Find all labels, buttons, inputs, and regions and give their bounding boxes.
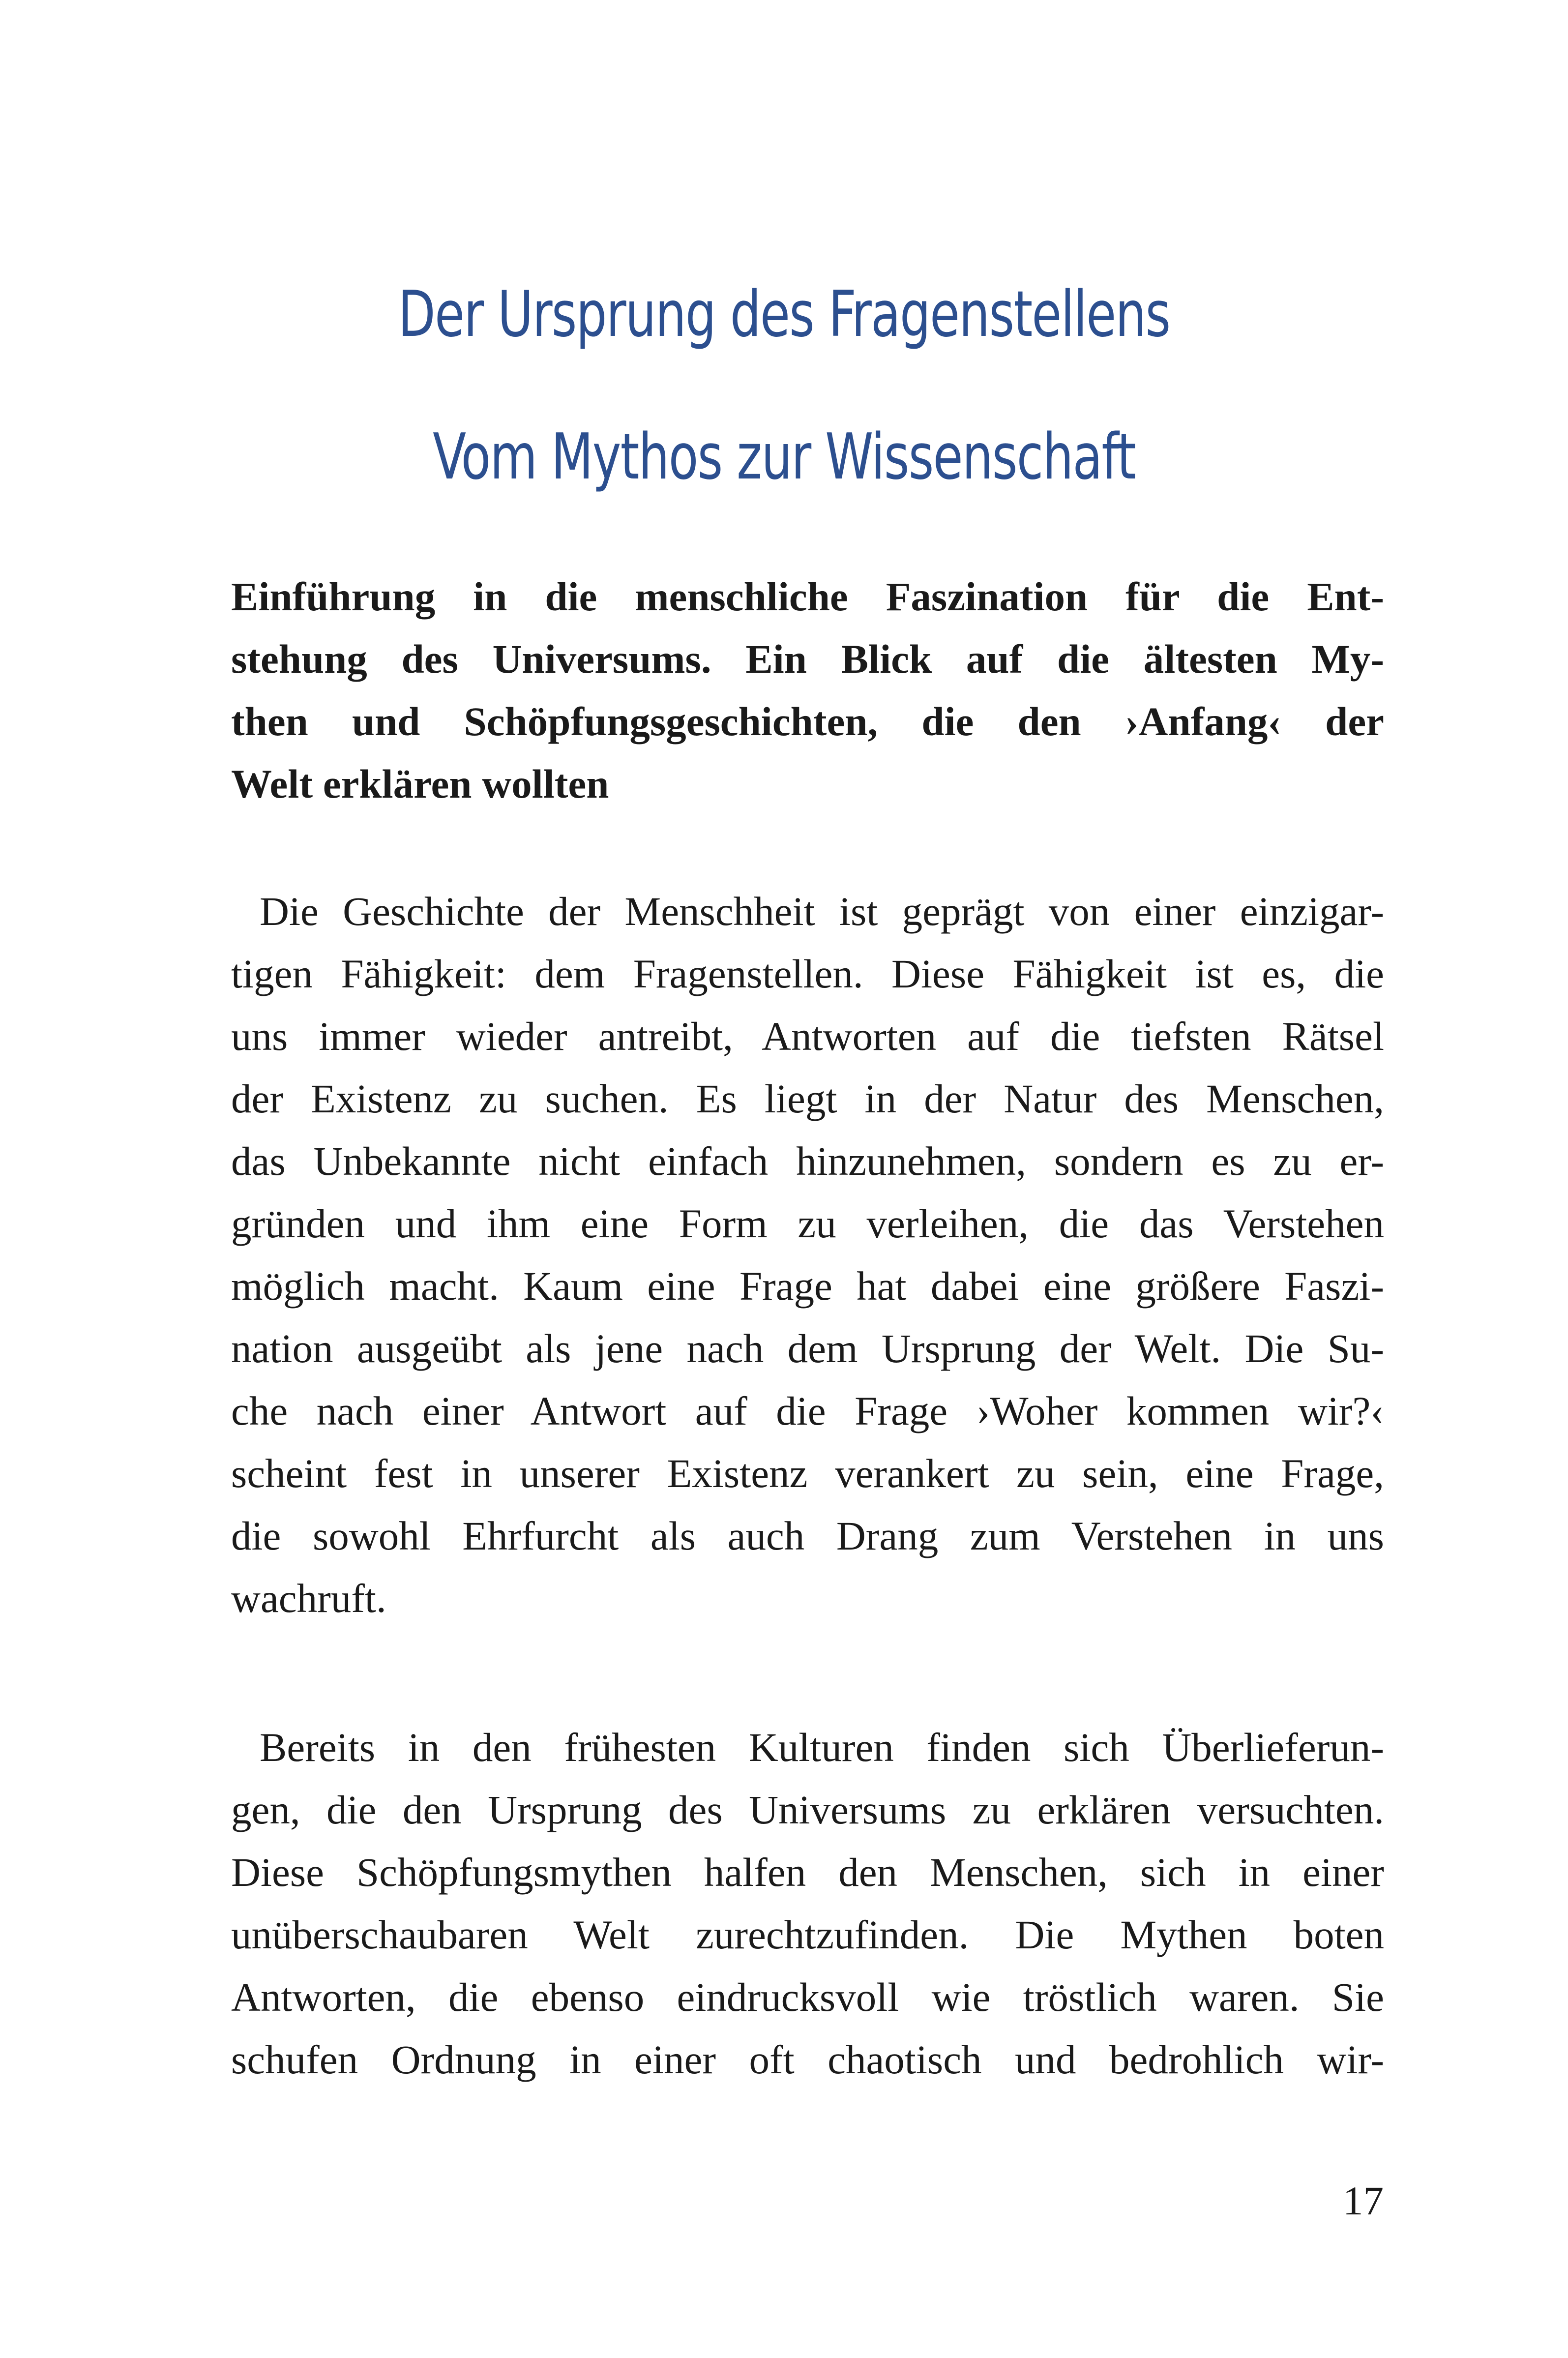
paragraph-line: gen, die den Ursprung des Universums zu erklären versuchten.	[231, 1787, 1384, 1832]
paragraph-line: wachruft.	[231, 1576, 386, 1621]
lead-line: Welt erklären wollten	[231, 761, 609, 806]
paragraph-line: schufen Ordnung in einer oft chaotisch und bedrohlich wir-	[231, 2037, 1384, 2082]
paragraph-line: che nach einer Antwort auf die Frage ›Woher kommen wir?‹	[231, 1388, 1384, 1433]
paragraph-line: Antworten, die ebenso eindrucksvoll wie tröstlich waren. Sie	[231, 1974, 1384, 2020]
lead-paragraph	[231, 566, 1384, 815]
paragraph-line: uns immer wieder antreibt, Antworten auf die tiefsten Rätsel	[231, 1014, 1384, 1059]
paragraph-line: nation ausgeübt als jene nach dem Ursprung der Welt. Die Su-	[231, 1326, 1384, 1371]
chapter-subtitle: Vom Mythos zur Wissenschaft	[433, 420, 1135, 494]
paragraph-line: scheint fest in unserer Existenz verankert zu sein, eine Frage,	[231, 1451, 1384, 1496]
lead-line: Einführung in die menschliche Faszination für die Ent-	[231, 574, 1384, 619]
paragraph-line: gründen und ihm eine Form zu verleihen, die das Verstehen	[231, 1201, 1384, 1246]
paragraph-line: Bereits in den frühesten Kulturen finden sich Überlieferun-	[260, 1725, 1384, 1770]
paragraph-line: möglich macht. Kaum eine Frage hat dabei eine größere Faszi-	[231, 1263, 1384, 1309]
paragraph-line: tigen Fähigkeit: dem Fragenstellen. Diese Fähigkeit ist es, die	[231, 951, 1384, 996]
paragraph-line: der Existenz zu suchen. Es liegt in der Natur des Menschen,	[231, 1076, 1384, 1121]
paragraph-line: Die Geschichte der Menschheit ist geprägt von einer einzigar-	[260, 889, 1384, 934]
paragraph-line: die sowohl Ehrfurcht als auch Drang zum Verstehen in uns	[231, 1513, 1384, 1558]
paragraph-line: das Unbekannte nicht einfach hinzunehmen, sondern es zu er-	[231, 1138, 1384, 1184]
paragraph-line: unüberschaubaren Welt zurechtzufinden. Die Mythen boten	[231, 1912, 1384, 1957]
lead-line: stehung des Universums. Ein Blick auf die ältesten My-	[231, 636, 1384, 682]
paragraph-line: Diese Schöpfungsmythen halfen den Menschen, sich in einer	[231, 1850, 1384, 1895]
chapter-title: Der Ursprung des Fragenstellens	[398, 278, 1170, 351]
body-paragraph-2	[231, 1716, 1384, 2091]
lead-line: then und Schöpfungsgeschichten, die den ›Anfang‹ der	[231, 699, 1384, 744]
page-number: 17	[1343, 2178, 1384, 2223]
body-paragraph-1	[231, 880, 1384, 1630]
